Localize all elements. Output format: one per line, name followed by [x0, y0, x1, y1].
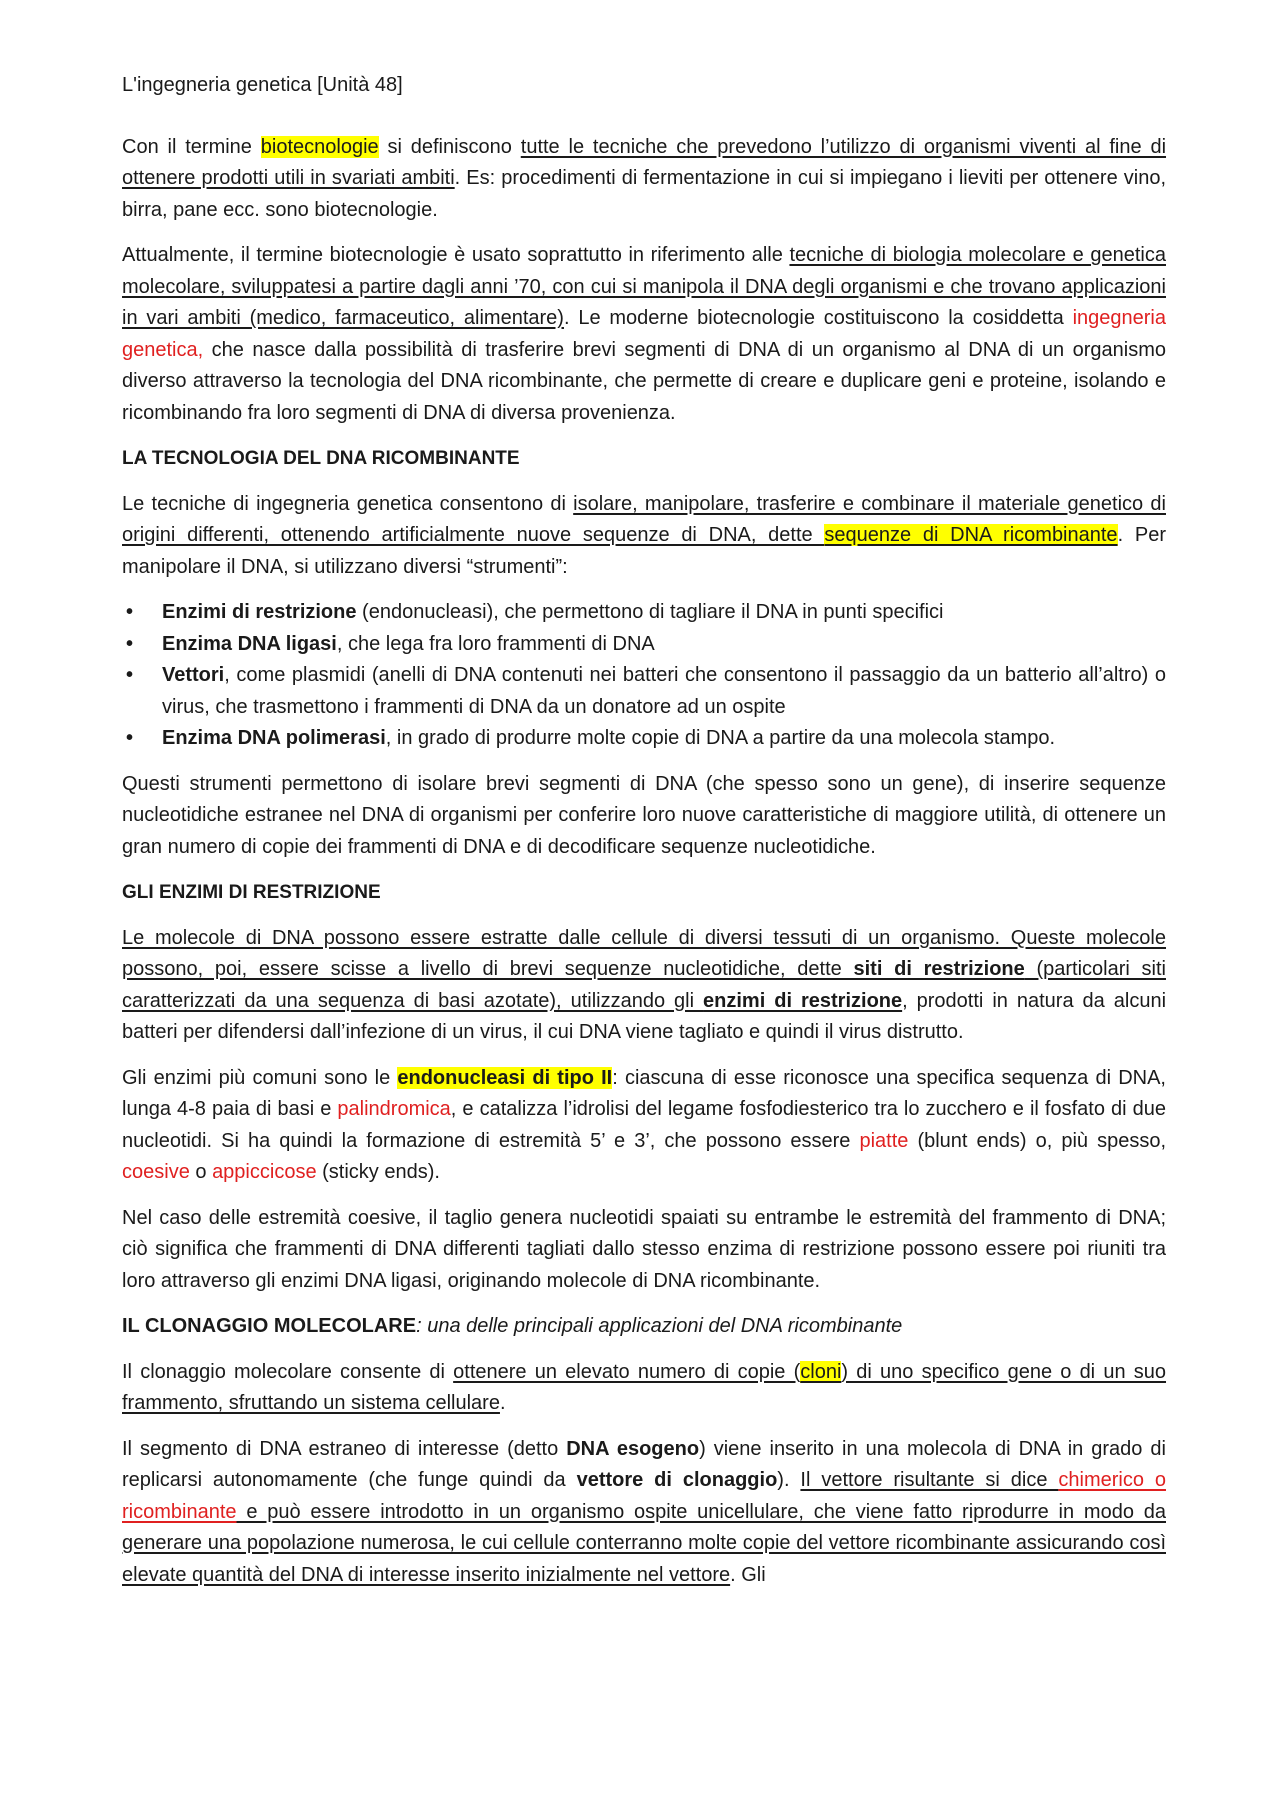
underlined-tecniche: tecniche di biologia molecolare e genetica molecolare, sviluppatesi a partire dagli anni ’70, con cui si manipola il DNA degli organismi e che trovano applicazioni in vari ambiti (medico, farmaceutico, alimentare)	[122, 244, 1166, 329]
bold-dna-esogeno: DNA esogeno	[566, 1437, 700, 1460]
page-header: L'ingegneria genetica [Unità 48]	[122, 74, 403, 96]
document-page	[122, 70, 1166, 1605]
red-appiccicose: appiccicose	[212, 1161, 317, 1183]
heading-tecnologia-dna: LA TECNOLOGIA DEL DNA RICOMBINANTE	[122, 448, 520, 469]
highlight-sequenze-dna: sequenze di DNA ricombinante	[824, 524, 1118, 546]
paragraph-strumenti: Questi strumenti permettono di isolare brevi segmenti di DNA (che spesso sono un gene), di inserire sequenze nucleotidiche estranee nel DNA di organismi per conferire loro nuove caratteristiche di maggiore utilità, di ottenere un gran numero di copie dei frammenti di DNA e di decodificare sequenze nucleotidiche.	[122, 772, 1166, 858]
paragraph-endonucleasi: Gli enzimi più comuni sono le endonucleasi di tipo II: ciascuna di esse riconosce una specifica sequenza di DNA, lunga 4-8 paia di basi e palindromica, e catalizza l’idrolisi del legame fosfodiesterico tra lo zucchero e il fosfato di due nucleotidi. Si ha quindi la formazione di estremità 5’ e 3’, che possono essere piatte (blunt ends) o, più spesso, coesive o appiccicose (sticky ends).	[122, 1066, 1166, 1183]
list-item: • Enzima DNA polimerasi, in grado di produrre molte copie di DNA a partire da una molecola stampo.	[122, 723, 1166, 755]
list-item: • Vettori, come plasmidi (anelli di DNA contenuti nei batteri che consentono il passaggio da un batterio all’altro) o virus, che trasmettono i frammenti di DNA da un donatore ad un ospite	[122, 660, 1166, 723]
underlined-definition: tutte le tecniche che prevedono l’utilizzo di organismi viventi al fine di ottenere prodotti utili in svariati ambiti	[122, 135, 1167, 189]
underlined-isolare: isolare, manipolare, trasferire e combinare il materiale genetico di origini differenti, ottenendo artificialmente nuove sequenze di DNA, dette	[122, 492, 1166, 546]
paragraph-estremita-coesive: Nel caso delle estremità coesive, il taglio genera nucleotidi spaiati su entrambe le estremità del frammento di DNA; ciò significa che frammenti di DNA differenti tagliati dallo stesso enzima di restrizione possono essere poi riuniti tra loro attraverso gli enzimi DNA ligasi, originando molecole di DNA ricombinante.	[122, 1206, 1166, 1292]
red-chimerico: chimerico o ricombinante	[122, 1469, 1166, 1523]
heading-enzimi-restrizione: GLI ENZIMI DI RESTRIZIONE	[122, 882, 381, 903]
bold-siti-restrizione: siti di restrizione	[853, 958, 1025, 980]
paragraph-attualmente: Attualmente, il termine biotecnologie è usato soprattutto in riferimento alle tecniche di biologia molecolare e genetica molecolare, sviluppatesi a partire dagli anni ’70, con cui si manipola il DNA degli organismi e che trovano applicazioni in vari ambiti (medico, farmaceutico, alimentare). Le moderne biotecnologie costituiscono la cosiddetta ingegneria genetica, che nasce dalla possibilità di trasferire brevi segmenti di DNA di un organismo al DNA di un organismo diverso attraverso la tecnologia del DNA ricombinante, che permette di creare e duplicare geni e proteine, isolando e ricombinando fra loro segmenti di DNA di diversa provenienza.	[122, 244, 1167, 424]
highlight-cloni: cloni	[800, 1360, 842, 1383]
tools-list	[122, 597, 1166, 755]
heading-clonaggio: IL CLONAGGIO MOLECOLARE: una delle principali applicazioni del DNA ricombinante	[122, 1315, 903, 1337]
red-ingegneria-genetica: ingegneria genetica,	[122, 307, 1167, 361]
bold-vettore-clonaggio: vettore di clonaggio	[576, 1469, 778, 1491]
highlight-endonucleasi: endonucleasi di tipo II	[397, 1066, 613, 1089]
paragraph-vettore: Il segmento di DNA estraneo di interesse (detto DNA esogeno) viene inserito in una molecola di DNA in grado di replicarsi autonomamente (che funge quindi da vettore di clonaggio). Il vettore risultante si dice chimerico o ricombinante e può essere introdotto in un organismo ospite unicellulare, che viene fatto riprodurre in modo da generare una popolazione numerosa, le cui cellule conterranno molte copie del vettore ricombinante assicurando così elevate quantità del DNA di interesse inserito inizialmente nel vettore. Gli	[122, 1437, 1166, 1586]
highlight-biotecnologie: biotecnologie	[260, 135, 379, 158]
bullet-icon: •	[126, 664, 134, 686]
list-item: • Enzimi di restrizione (endonucleasi), che permettono di tagliare il DNA in punti specifici	[122, 597, 1166, 629]
bullet-icon: •	[126, 601, 134, 623]
red-piatte: piatte	[859, 1129, 909, 1152]
paragraph-clonaggio: Il clonaggio molecolare consente di ottenere un elevato numero di copie (cloni) di uno specifico gene o di un suo frammento, sfruttando un sistema cellulare.	[122, 1360, 1167, 1414]
bullet-icon: •	[126, 632, 134, 655]
paragraph-tecniche: Le tecniche di ingegneria genetica consentono di isolare, manipolare, trasferire e combinare il materiale genetico di origini differenti, ottenendo artificialmente nuove sequenze di DNA, dette sequenze di DNA ricombinante. Per manipolare il DNA, si utilizzano diversi “strumenti”:	[122, 492, 1166, 578]
list-item: • Enzima DNA ligasi, che lega fra loro frammenti di DNA	[122, 629, 1166, 661]
paragraph-molecole-dna: Le molecole di DNA possono essere estratte dalle cellule di diversi tessuti di un organismo. Queste molecole possono, poi, essere scisse a livello di brevi sequenze nucleotidiche, dette siti di restrizione (particolari siti caratterizzati da una sequenza di basi azotate), utilizzando gli enzimi di restrizione, prodotti in natura da alcuni batteri per difendersi dall’infezione di un virus, il cui DNA viene tagliato e quindi il virus distrutto.	[122, 926, 1167, 1043]
bullet-icon: •	[126, 727, 134, 749]
red-coesive: coesive	[122, 1161, 190, 1183]
bold-enzimi-restrizione: enzimi di restrizione	[703, 989, 903, 1012]
paragraph-biotecnologie: Con il termine biotecnologie si definiscono tutte le tecniche che prevedono l’utilizzo di organismi viventi al fine di ottenere prodotti utili in svariati ambiti. Es: procedimenti di fermentazione in cui si impiegano i lieviti per ottenere vino, birra, pane ecc. sono biotecnologie.	[122, 135, 1167, 221]
red-palindromica: palindromica	[337, 1098, 451, 1120]
